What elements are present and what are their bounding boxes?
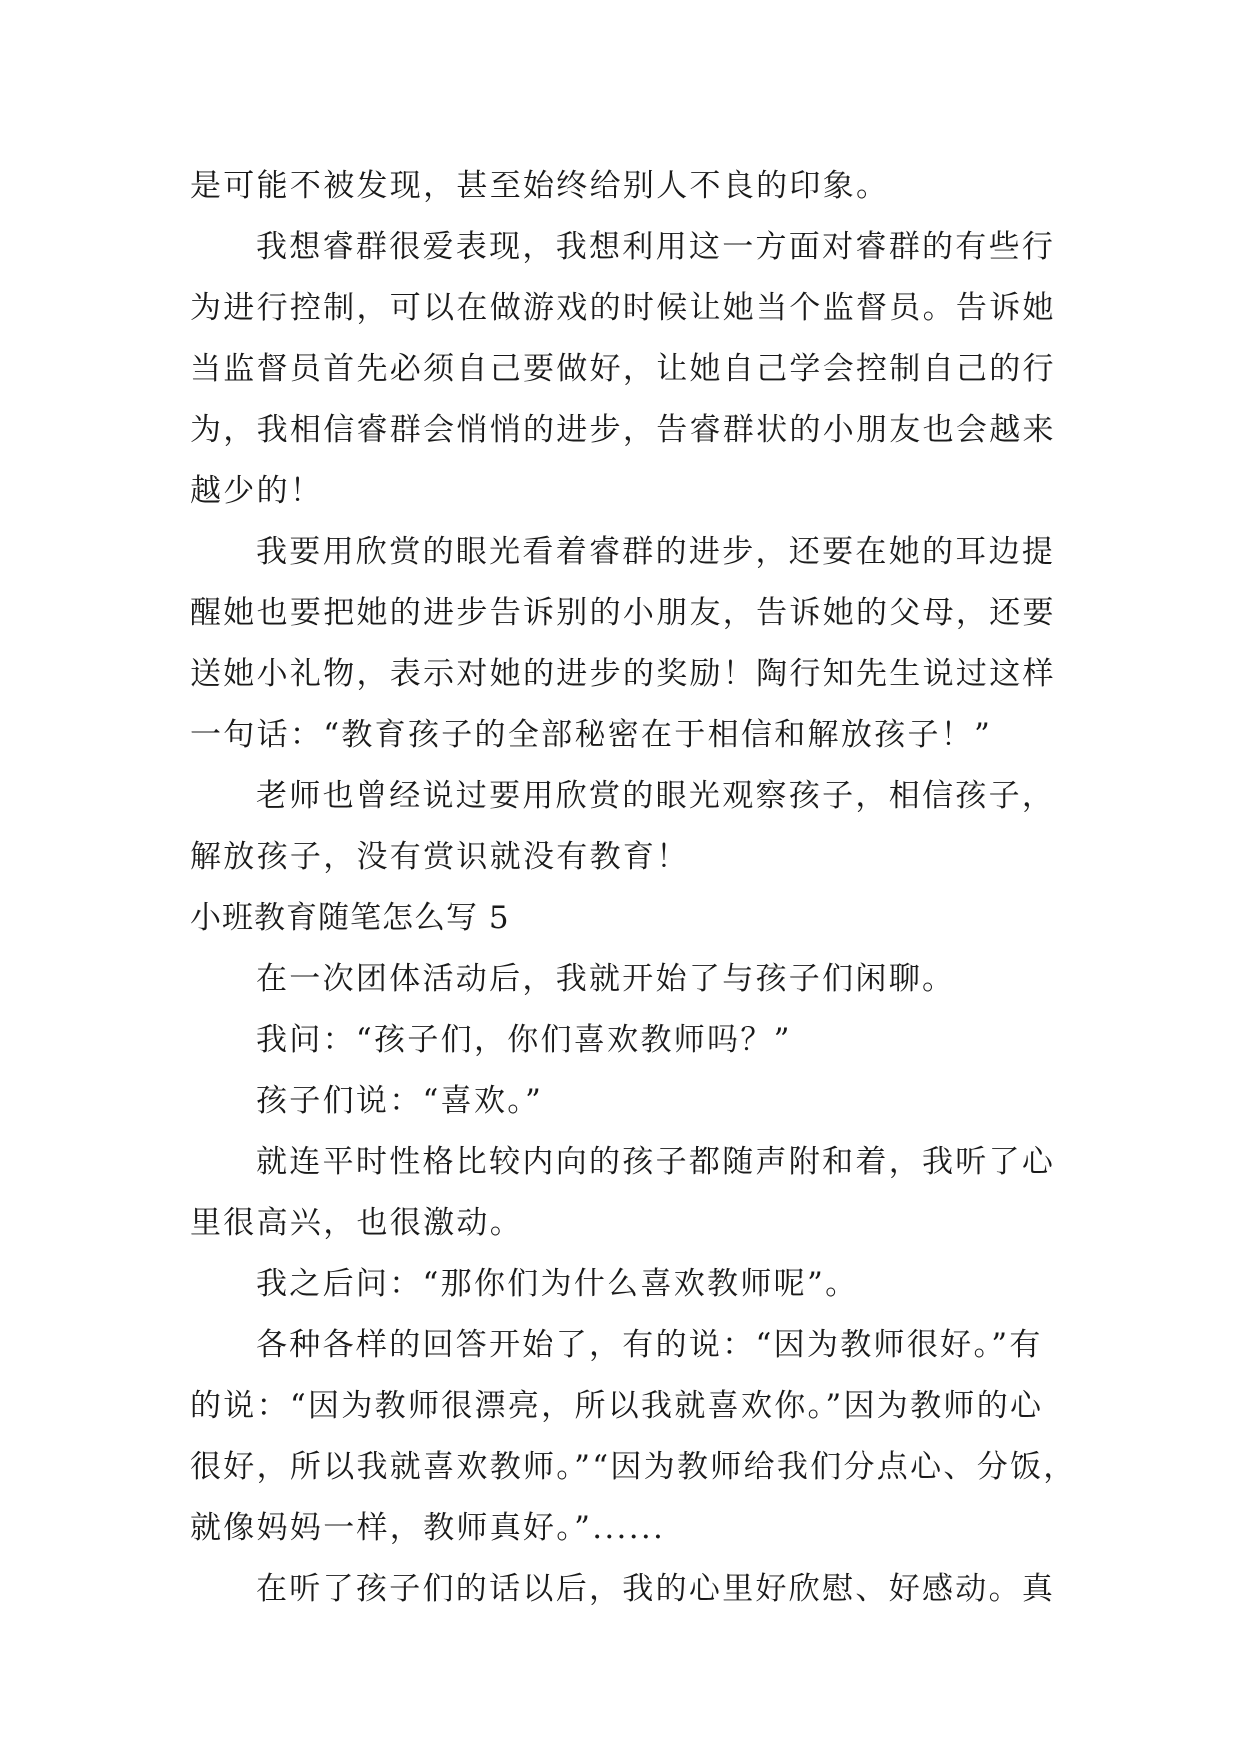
text-line: 醒她也要把她的进步告诉别的小朋友，告诉她的父母，还要	[190, 595, 1056, 631]
text-line: 一句话：“教育孩子的全部秘密在于相信和解放孩子！”	[190, 717, 993, 753]
document-body	[190, 156, 1077, 1620]
text-line: 越少的！	[190, 473, 324, 509]
text-line: 解放孩子，没有赏识就没有教育！	[190, 839, 690, 875]
text-line: 送她小礼物，表示对她的进步的奖励！陶行知先生说过这样	[190, 656, 1056, 692]
text-line: 在听了孩子们的话以后，我的心里好欣慰、好感动。真	[256, 1571, 1056, 1607]
text-line: 为，我相信睿群会悄悄的进步，告睿群状的小朋友也会越来	[190, 412, 1056, 448]
text-line: 各种各样的回答开始了，有的说：“因为教师很好。”有	[256, 1327, 1043, 1363]
text-line: 的说：“因为教师很漂亮，所以我就喜欢你。”因为教师的心	[190, 1388, 1044, 1424]
text-line: 是可能不被发现，甚至始终给别人不良的印象。	[190, 168, 890, 204]
text-line: 我问：“孩子们，你们喜欢教师吗？”	[256, 1022, 792, 1058]
text-line: 老师也曾经说过要用欣赏的眼光观察孩子，相信孩子，	[256, 778, 1056, 814]
text-line: 我想睿群很爱表现，我想利用这一方面对睿群的有些行	[256, 229, 1056, 265]
text-line: 很好，所以我就喜欢教师。”“因为教师给我们分点心、分饭，	[190, 1449, 1077, 1485]
text-line: 在一次团体活动后，我就开始了与孩子们闲聊。	[256, 961, 956, 997]
section-heading: 小班教育随笔怎么写 5	[190, 900, 510, 936]
text-line: 就像妈妈一样，教师真好。”......	[190, 1510, 666, 1546]
text-line: 里很高兴，也很激动。	[190, 1205, 523, 1241]
text-line: 就连平时性格比较内向的孩子都随声附和着，我听了心	[256, 1144, 1056, 1180]
text-line: 当监督员首先必须自己要做好，让她自己学会控制自己的行	[190, 351, 1056, 387]
text-line: 孩子们说：“喜欢。”	[256, 1083, 544, 1119]
text-line: 为进行控制，可以在做游戏的时候让她当个监督员。告诉她	[190, 290, 1056, 326]
text-line: 我之后问：“那你们为什么喜欢教师呢”。	[256, 1266, 859, 1302]
text-line: 我要用欣赏的眼光看着睿群的进步，还要在她的耳边提	[256, 534, 1056, 570]
